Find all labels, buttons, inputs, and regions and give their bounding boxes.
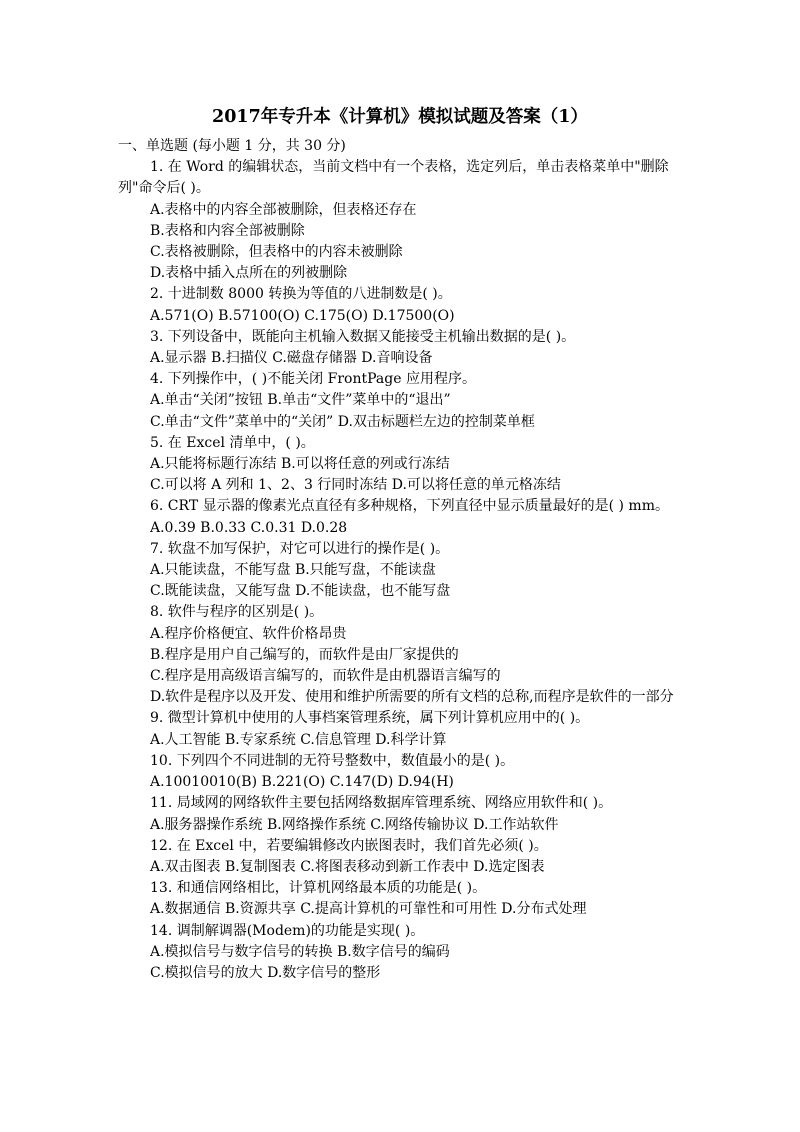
option-line: A.表格中的内容全部被删除，但表格还存在 — [150, 201, 417, 218]
question-8: 8. 软件与程序的区别是( )。 — [150, 604, 324, 621]
option-line: A.模拟信号与数字信号的转换 B.数字信号的编码 — [150, 943, 450, 960]
question-7: 7. 软盘不加写保护，对它可以进行的操作是( )。 — [150, 540, 450, 557]
page-title: 2017年专升本《计算机》模拟试题及答案（1） — [212, 107, 588, 127]
option-line: A.571(O) B.57100(O) C.175(O) D.17500(O) — [150, 307, 455, 324]
question-3: 3. 下列设备中，既能向主机输入数据又能接受主机输出数据的是( )。 — [150, 328, 576, 345]
option-line: C.可以将 A 列和 1、2、3 行同时冻结 D.可以将任意的单元格冻结 — [150, 477, 561, 494]
option-line: A.人工智能 B.专家系统 C.信息管理 D.科学计算 — [150, 731, 447, 748]
option-line: A.程序价格便宜、软件价格昂贵 — [150, 625, 347, 642]
question-6: 6. CRT 显示器的像素光点直径有多种规格，下列直径中显示质量最好的是( ) mm。 — [150, 498, 669, 515]
option-line: C.既能读盘，又能写盘 D.不能读盘，也不能写盘 — [150, 583, 451, 600]
option-line: B.程序是用户自己编写的，而软件是由厂家提供的 — [150, 646, 459, 663]
question-4: 4. 下列操作中，( )不能关闭 FrontPage 应用程序。 — [150, 371, 476, 388]
option-line: C.表格被删除，但表格中的内容未被删除 — [150, 244, 403, 261]
question-12: 12. 在 Excel 中，若要编辑修改内嵌图表时，我们首先必须( )。 — [150, 837, 548, 854]
question-14: 14. 调制解调器(Modem)的功能是实现( )。 — [150, 922, 425, 939]
option-line: A.10010010(B) B.221(O) C.147(D) D.94(H) — [150, 774, 454, 791]
option-line: A.服务器操作系统 B.网络操作系统 C.网络传输协议 D.工作站软件 — [150, 816, 559, 833]
question-9: 9. 微型计算机中使用的人事档案管理系统，属下列计算机应用中的( )。 — [150, 710, 590, 727]
question-13: 13. 和通信网络相比，计算机网络最本质的功能是( )。 — [150, 880, 487, 897]
option-line: A.单击“关闭”按钮 B.单击“文件”菜单中的“退出” — [150, 392, 451, 409]
document-body — [118, 136, 688, 984]
question-1: 1. 在 Word 的编辑状态，当前文档中有一个表格，选定列后，单击表格菜单中"删除列"命令后( )。 — [118, 159, 669, 197]
option-line: A.显示器 B.扫描仪 C.磁盘存储器 D.音响设备 — [150, 350, 433, 367]
question-11: 11. 局域网的网络软件主要包括网络数据库管理系统、网络应用软件和( )。 — [150, 795, 613, 812]
option-line: B.表格和内容全部被删除 — [150, 222, 305, 239]
option-line: A.只能将标题行冻结 B.可以将任意的列或行冻结 — [150, 456, 450, 473]
question-2: 2. 十进制数 8000 转换为等值的八进制数是( )。 — [150, 286, 452, 303]
option-line: C.单击“文件”菜单中的“关闭” D.双击标题栏左边的控制菜单框 — [150, 413, 535, 430]
option-line: A.0.39 B.0.33 C.0.31 D.0.28 — [150, 519, 348, 536]
option-line: D.表格中插入点所在的列被删除 — [150, 265, 348, 282]
option-line: A.只能读盘，不能写盘 B.只能写盘，不能读盘 — [150, 562, 436, 579]
option-line: C.模拟信号的放大 D.数字信号的整形 — [150, 964, 381, 981]
option-line: D.软件是程序以及开发、使用和维护所需要的所有文档的总称,而程序是软件的一部分 — [150, 689, 674, 706]
question-10: 10. 下列四个不同进制的无符号整数中，数值最小的是( )。 — [150, 752, 515, 769]
section-heading: 一、单选题 (每小题 1 分，共 30 分) — [118, 138, 346, 154]
option-line: C.程序是用高级语言编写的，而软件是由机器语言编写的 — [150, 668, 501, 685]
option-line: A.双击图表 B.复制图表 C.将图表移动到新工作表中 D.选定图表 — [150, 858, 545, 875]
question-5: 5. 在 Excel 清单中，( )。 — [150, 434, 315, 451]
option-line: A.数据通信 B.资源共享 C.提高计算机的可靠性和可用性 D.分布式处理 — [150, 901, 587, 918]
